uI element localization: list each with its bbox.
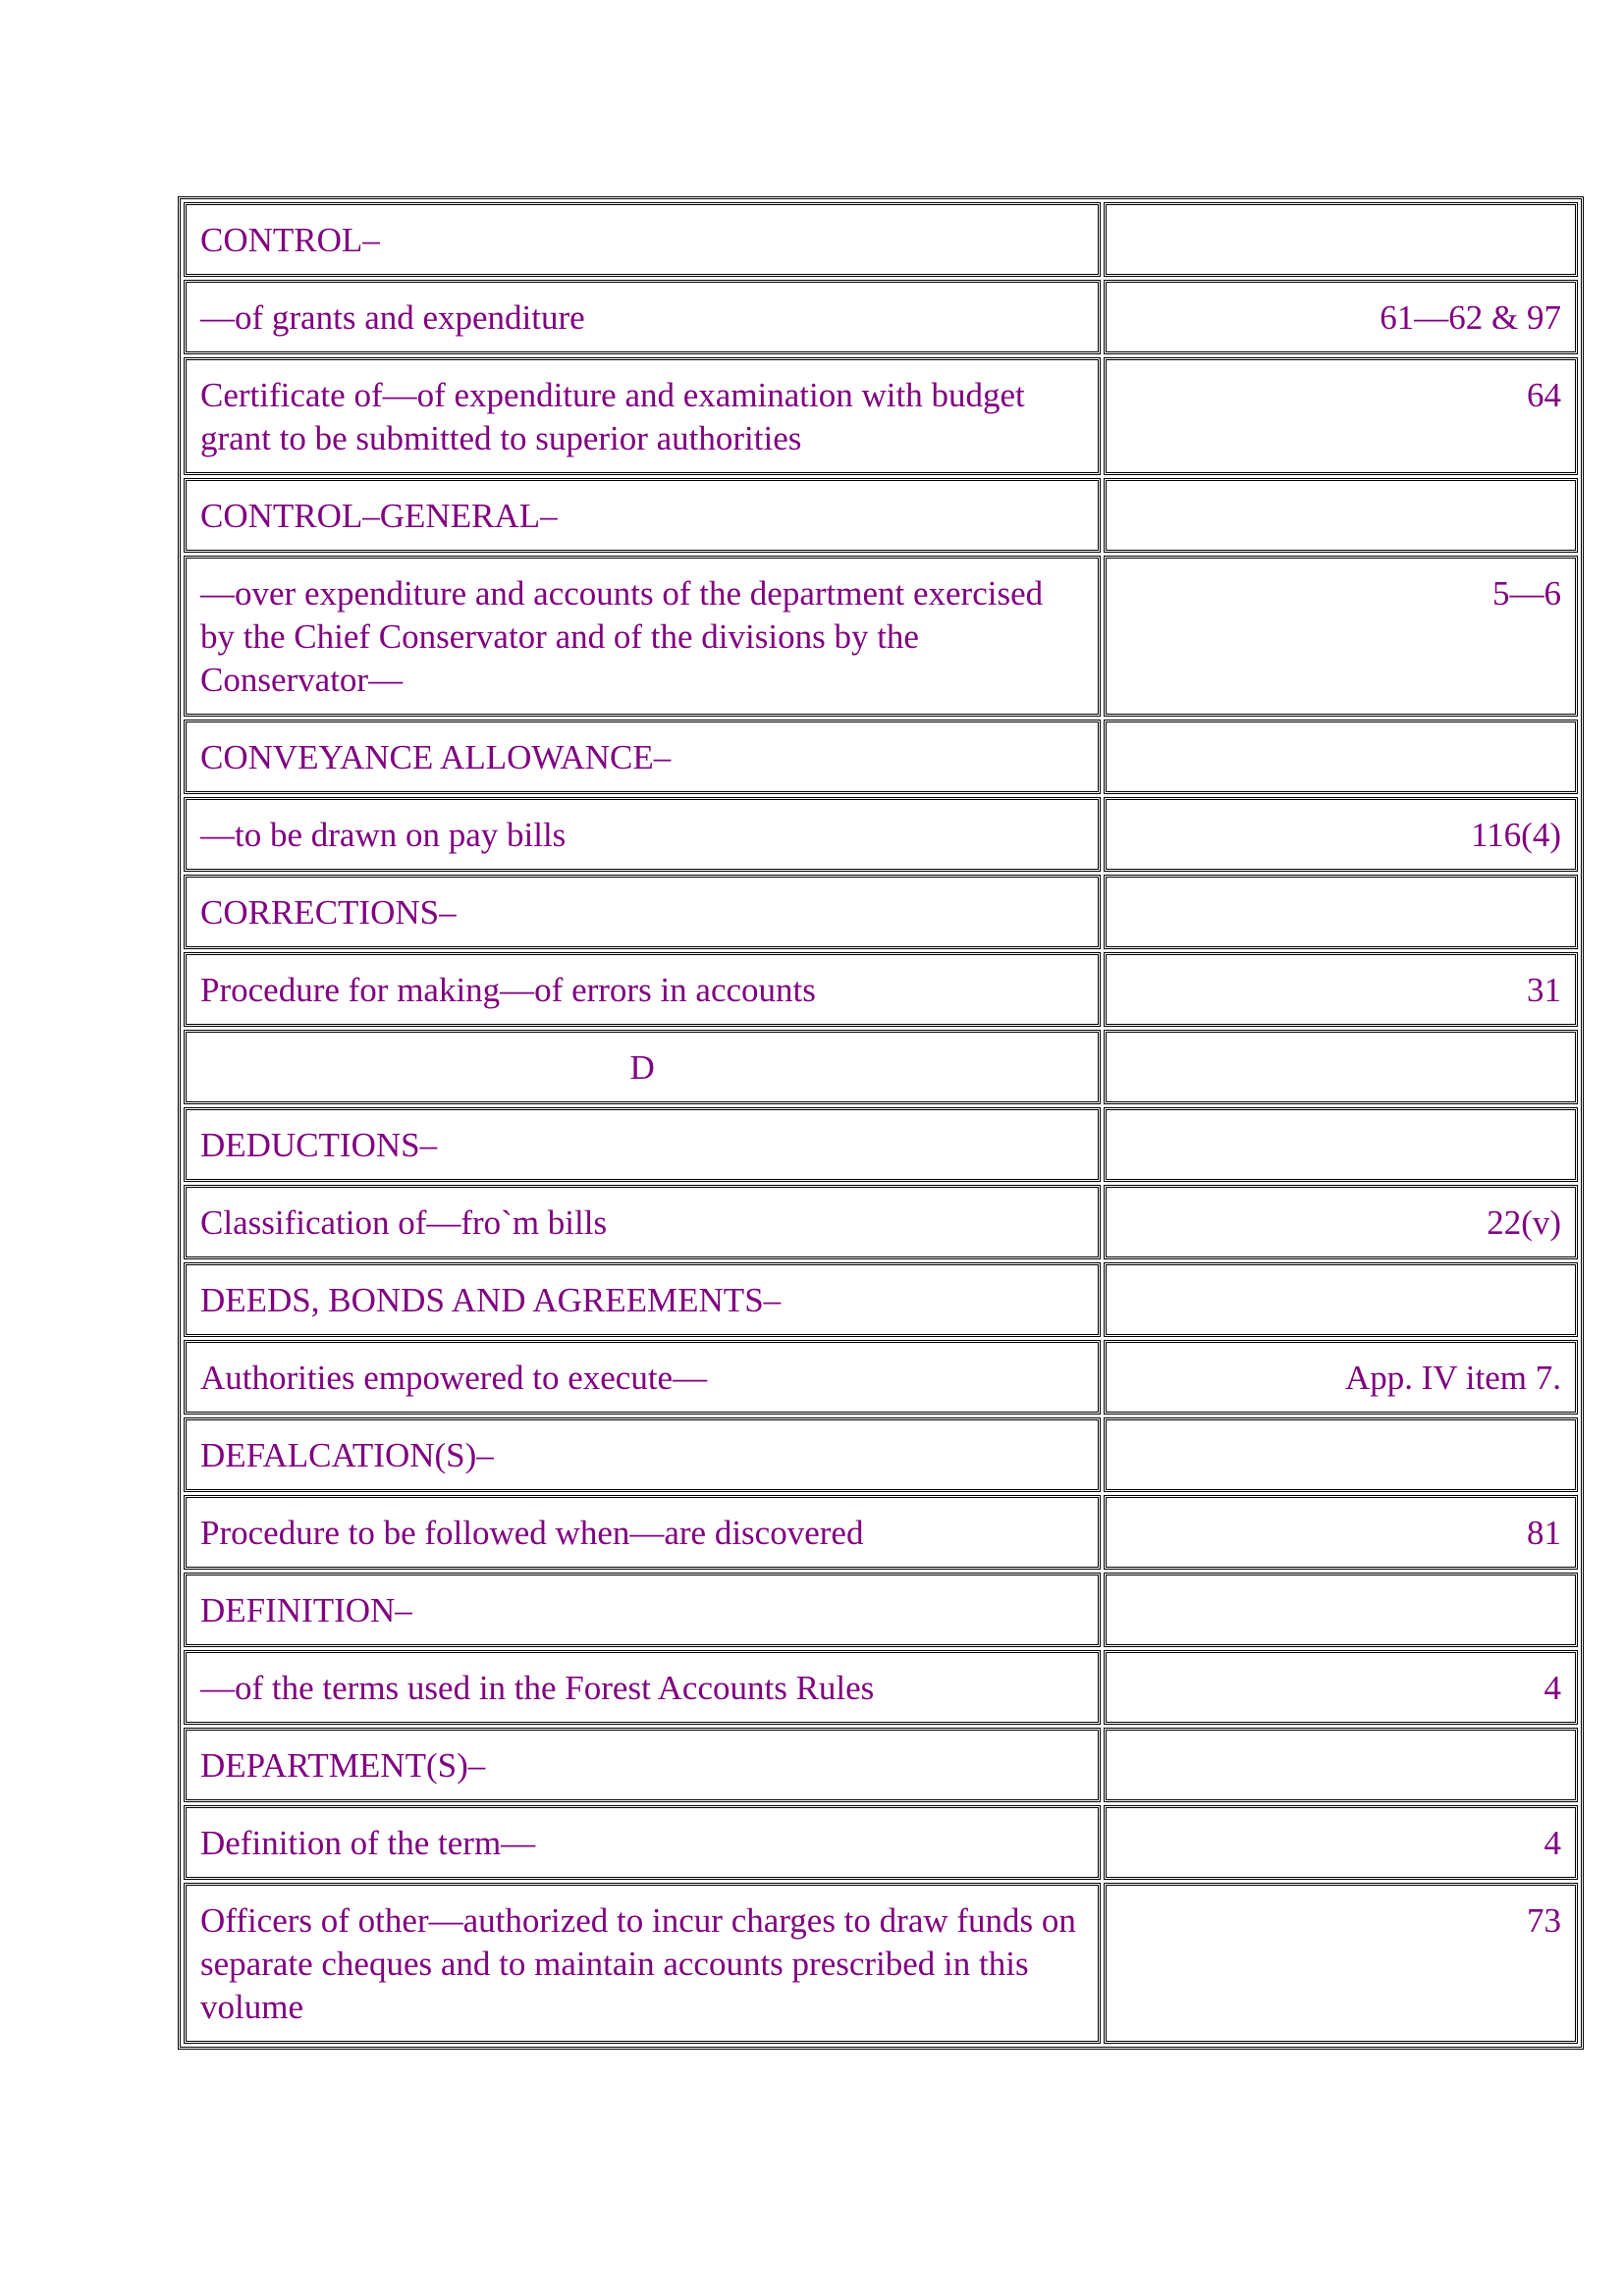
index-entry: CONTROL– — [184, 202, 1101, 277]
index-entry: Authorities empowered to execute— — [184, 1340, 1101, 1415]
index-row — [184, 202, 1578, 277]
index-letter-row — [184, 1030, 1578, 1104]
index-reference — [1104, 1573, 1578, 1647]
index-entry: —of the terms used in the Forest Accounts Rules — [184, 1650, 1101, 1725]
index-section-letter: D — [184, 1030, 1101, 1104]
index-entry: DEFALCATION(S)– — [184, 1417, 1101, 1492]
index-entry: —to be drawn on pay bills — [184, 797, 1101, 872]
index-row — [184, 1495, 1578, 1570]
index-row — [184, 720, 1578, 794]
index-row — [184, 478, 1578, 553]
index-entry: —over expenditure and accounts of the department exercised by the Chief Conservator and of the divisions by the Conservator— — [184, 556, 1101, 717]
index-reference: 81 — [1104, 1495, 1578, 1570]
index-row — [184, 280, 1578, 354]
index-row — [184, 1650, 1578, 1725]
index-entry: Officers of other—authorized to incur charges to draw funds on separate cheques and to maintain accounts prescribed in this volume — [184, 1883, 1101, 2044]
index-row — [184, 1185, 1578, 1259]
index-row — [184, 797, 1578, 872]
index-entry: CORRECTIONS– — [184, 875, 1101, 949]
index-row — [184, 357, 1578, 475]
index-reference: 116(4) — [1104, 797, 1578, 872]
index-reference — [1104, 875, 1578, 949]
index-reference: 64 — [1104, 357, 1578, 475]
index-reference: 73 — [1104, 1883, 1578, 2044]
index-entry: —of grants and expenditure — [184, 280, 1101, 354]
index-row — [184, 1805, 1578, 1880]
index-reference: 31 — [1104, 952, 1578, 1027]
index-row — [184, 1883, 1578, 2044]
index-reference — [1104, 1030, 1578, 1104]
index-reference — [1104, 720, 1578, 794]
index-row — [184, 1417, 1578, 1492]
index-row — [184, 875, 1578, 949]
index-row — [184, 556, 1578, 717]
index-reference — [1104, 202, 1578, 277]
index-reference: 22(v) — [1104, 1185, 1578, 1259]
index-entry: DEEDS, BONDS AND AGREEMENTS– — [184, 1262, 1101, 1337]
index-entry: Definition of the term— — [184, 1805, 1101, 1880]
index-row — [184, 1340, 1578, 1415]
index-entry: CONTROL–GENERAL– — [184, 478, 1101, 553]
index-row — [184, 952, 1578, 1027]
index-reference: 61—62 & 97 — [1104, 280, 1578, 354]
index-row — [184, 1573, 1578, 1647]
index-entry: Certificate of—of expenditure and examination with budget grant to be submitted to superior authorities — [184, 357, 1101, 475]
index-reference — [1104, 1728, 1578, 1802]
index-reference: 4 — [1104, 1805, 1578, 1880]
index-reference: 5—6 — [1104, 556, 1578, 717]
index-reference — [1104, 1417, 1578, 1492]
index-reference — [1104, 1262, 1578, 1337]
index-entry: CONVEYANCE ALLOWANCE– — [184, 720, 1101, 794]
index-entry: DEPARTMENT(S)– — [184, 1728, 1101, 1802]
index-reference — [1104, 1107, 1578, 1182]
index-entry: Procedure to be followed when—are discovered — [184, 1495, 1101, 1570]
index-entry: Procedure for making—of errors in accounts — [184, 952, 1101, 1027]
index-row — [184, 1728, 1578, 1802]
index-entry: DEFINITION– — [184, 1573, 1101, 1647]
index-entry: DEDUCTIONS– — [184, 1107, 1101, 1182]
index-entry: Classification of—fro`m bills — [184, 1185, 1101, 1259]
index-row — [184, 1262, 1578, 1337]
index-reference: App. IV item 7. — [1104, 1340, 1578, 1415]
index-reference: 4 — [1104, 1650, 1578, 1725]
index-reference — [1104, 478, 1578, 553]
index-row — [184, 1107, 1578, 1182]
index-table — [178, 196, 1584, 2050]
